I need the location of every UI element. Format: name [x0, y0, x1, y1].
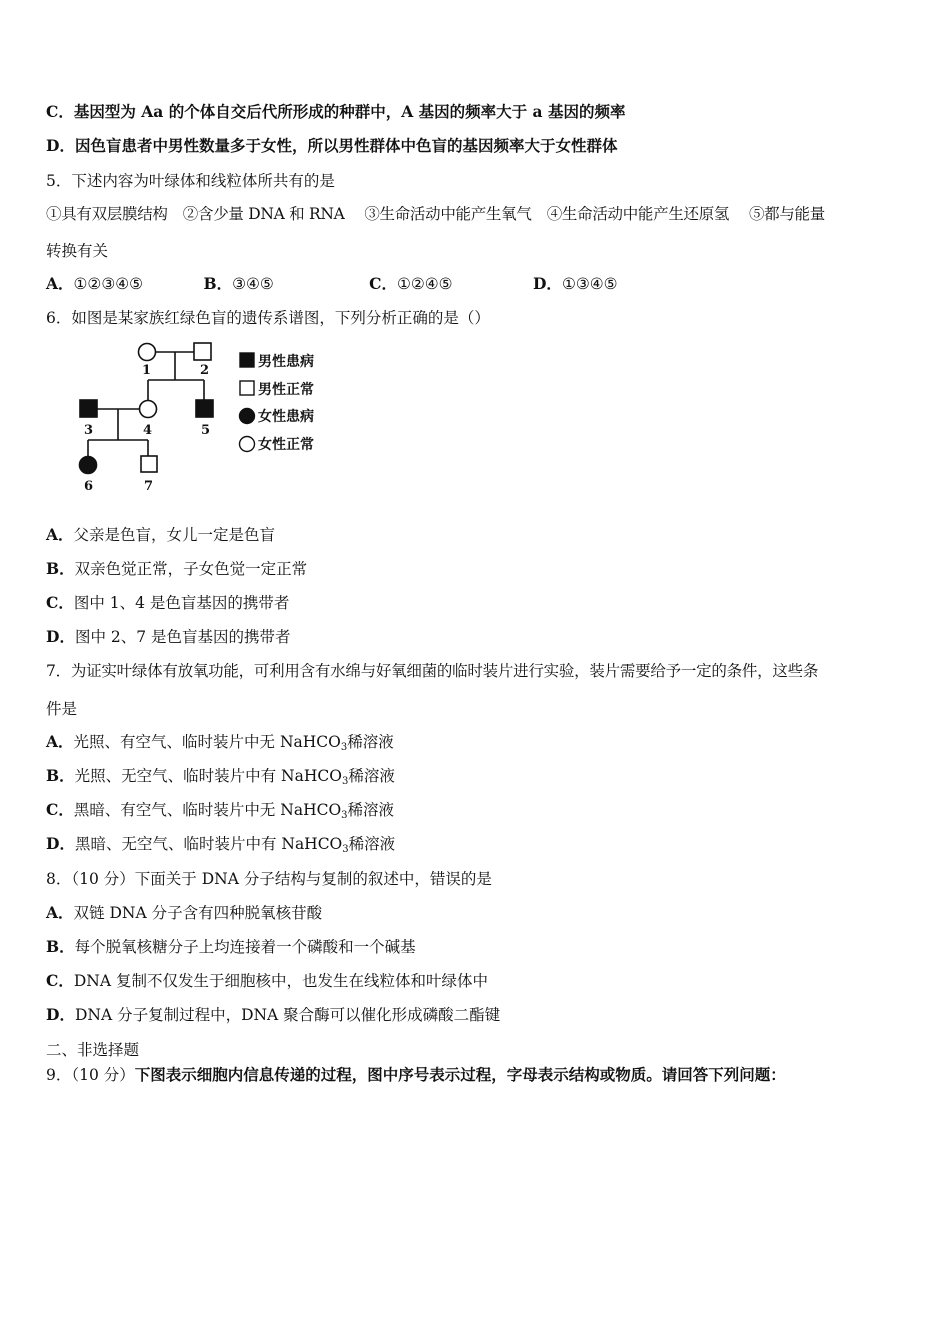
option-label: C． [46, 102, 74, 121]
q8-option-a [46, 903, 322, 923]
option-label: D． [46, 136, 75, 155]
individual-2-male-normal [194, 343, 211, 360]
q8-option-c [46, 971, 488, 991]
option-text: 图中 1、4 是色盲基因的携带者 [73, 594, 290, 612]
subscript: 3 [341, 776, 349, 787]
individual-4-female-normal [140, 401, 157, 418]
q7-option-b [46, 766, 395, 792]
label-7: 7 [144, 479, 154, 494]
option-text: DNA 复制不仅发生于细胞核中，也发生在线粒体和叶绿体中 [73, 972, 488, 990]
option-text-suffix: 稀溶液 [347, 733, 394, 751]
pedigree-legend [240, 353, 315, 453]
q8-option-d [46, 1005, 500, 1025]
question-number: 9． [46, 1066, 72, 1084]
q9-stem [46, 1065, 786, 1085]
legend-text: 女性正常 [258, 437, 314, 453]
option-label: C． [46, 593, 74, 612]
q6-option-d [46, 627, 291, 647]
question-number: 8． [46, 870, 72, 888]
option-text: ①②③④⑤ [73, 275, 144, 293]
option-text: DNA 分子复制过程中，DNA 聚合酶可以催化形成磷酸二酯键 [74, 1006, 501, 1024]
question-score: （10 分） [71, 870, 135, 888]
subscript: 3 [341, 810, 348, 821]
option-label: D． [46, 834, 75, 853]
q8-stem [46, 869, 492, 889]
q5-items: ①具有双层膜结构 ②含少量 DNA 和 RNA ③生命活动中能产生氧气 ④生命活动中能产生还原氢 ⑤都与能量 [46, 205, 825, 223]
option-label: D． [46, 1005, 75, 1024]
subscript: 3 [340, 742, 348, 753]
option-label: D． [532, 274, 562, 293]
label-4: 4 [143, 423, 153, 438]
option-label: B． [46, 937, 75, 956]
option-text: ①③④⑤ [561, 275, 618, 293]
option-label: A． [46, 732, 74, 751]
option-text: 每个脱氧核糖分子上均连接着一个磷酸和一个碱基 [74, 938, 416, 956]
option-label: A． [46, 525, 74, 544]
legend-female-normal-icon [240, 437, 255, 452]
individual-3-male-affected [80, 400, 97, 417]
individual-6-female-affected [80, 457, 97, 474]
q4-option-c [46, 102, 625, 122]
subscript: 3 [342, 844, 349, 855]
pedigree-chart [76, 338, 336, 498]
option-text: 父亲是色盲，女儿一定是色盲 [73, 526, 276, 544]
q7-option-a [46, 732, 394, 758]
option-text-suffix: 稀溶液 [348, 767, 395, 785]
individual-1-female-normal [139, 344, 156, 361]
legend-female-affected-icon [240, 409, 255, 424]
question-score: （10 分） [71, 1066, 135, 1084]
option-text: ③④⑤ [232, 275, 274, 293]
option-text: 光照、有空气、临时装片中无 NaHCO [73, 733, 341, 751]
option-text: ①②④⑤ [396, 275, 453, 293]
option-text-suffix: 稀溶液 [348, 835, 396, 853]
q5-stem: 5．下述内容为叶绿体和线粒体所共有的是 [46, 172, 335, 190]
q7-option-d [46, 834, 395, 860]
q7-stem: 7．为证实叶绿体有放氧功能，可利用含有水绵与好氧细菌的临时装片进行实验，装片需要给予一定的条件，这些条 [46, 662, 819, 680]
option-label: A． [46, 903, 74, 922]
option-label: C． [369, 274, 397, 293]
legend-text: 男性患病 [258, 354, 314, 370]
option-text: 双链 DNA 分子含有四种脱氧核苷酸 [73, 904, 323, 922]
option-text: 图中 2、7 是色盲基因的携带者 [74, 628, 291, 646]
option-text: 基因型为 Aa 的个体自交后代所形成的种群中，A 基因的频率大于 a 基因的频率 [73, 102, 626, 121]
legend-male-affected-icon [240, 353, 254, 367]
q5-options [46, 274, 618, 294]
individual-5-male-affected [196, 400, 213, 417]
option-label: A． [46, 274, 74, 293]
q7-stem-cont: 件是 [46, 700, 78, 718]
option-text-suffix: 稀溶液 [347, 801, 395, 819]
q5-items-cont: 转换有关 [46, 242, 109, 260]
option-text: 黑暗、有空气、临时装片中无 NaHCO [73, 801, 342, 819]
q4-option-d [46, 136, 617, 156]
label-6: 6 [84, 479, 94, 494]
q8-option-b [46, 937, 416, 957]
section-title: 二、非选择题 [46, 1041, 140, 1059]
option-label: C． [46, 971, 74, 990]
label-1: 1 [142, 363, 152, 378]
option-label: B． [203, 274, 233, 293]
q6-stem: 6．如图是某家族红绿色盲的遗传系谱图，下列分析正确的是（） [46, 309, 490, 327]
question-text: 下面关于 DNA 分子结构与复制的叙述中，错误的是 [134, 870, 492, 888]
option-label: D． [46, 627, 75, 646]
legend-male-normal-icon [240, 381, 254, 395]
label-5: 5 [201, 423, 211, 438]
q6-option-c [46, 593, 289, 613]
legend-text: 女性患病 [258, 409, 314, 425]
option-label: C． [46, 800, 74, 819]
option-label: B． [46, 766, 75, 785]
option-text: 双亲色觉正常，子女色觉一定正常 [74, 560, 308, 578]
pedigree-numbers [84, 363, 210, 494]
question-text: 下图表示细胞内信息传递的过程，图中序号表示过程，字母表示结构或物质。请回答下列问题： [134, 1065, 786, 1084]
option-text: 因色盲患者中男性数量多于女性，所以男性群体中色盲的基因频率大于女性群体 [74, 136, 618, 155]
q6-option-b [46, 559, 307, 579]
option-label: B． [46, 559, 75, 578]
q7-option-c [46, 800, 394, 826]
option-text: 光照、无空气、临时装片中有 NaHCO [74, 767, 342, 785]
individual-7-male-normal [141, 456, 157, 472]
label-2: 2 [200, 363, 210, 378]
label-3: 3 [84, 423, 94, 438]
option-text: 黑暗、无空气、临时装片中有 NaHCO [74, 835, 343, 853]
legend-text: 男性正常 [258, 382, 314, 398]
q6-option-a [46, 525, 275, 545]
